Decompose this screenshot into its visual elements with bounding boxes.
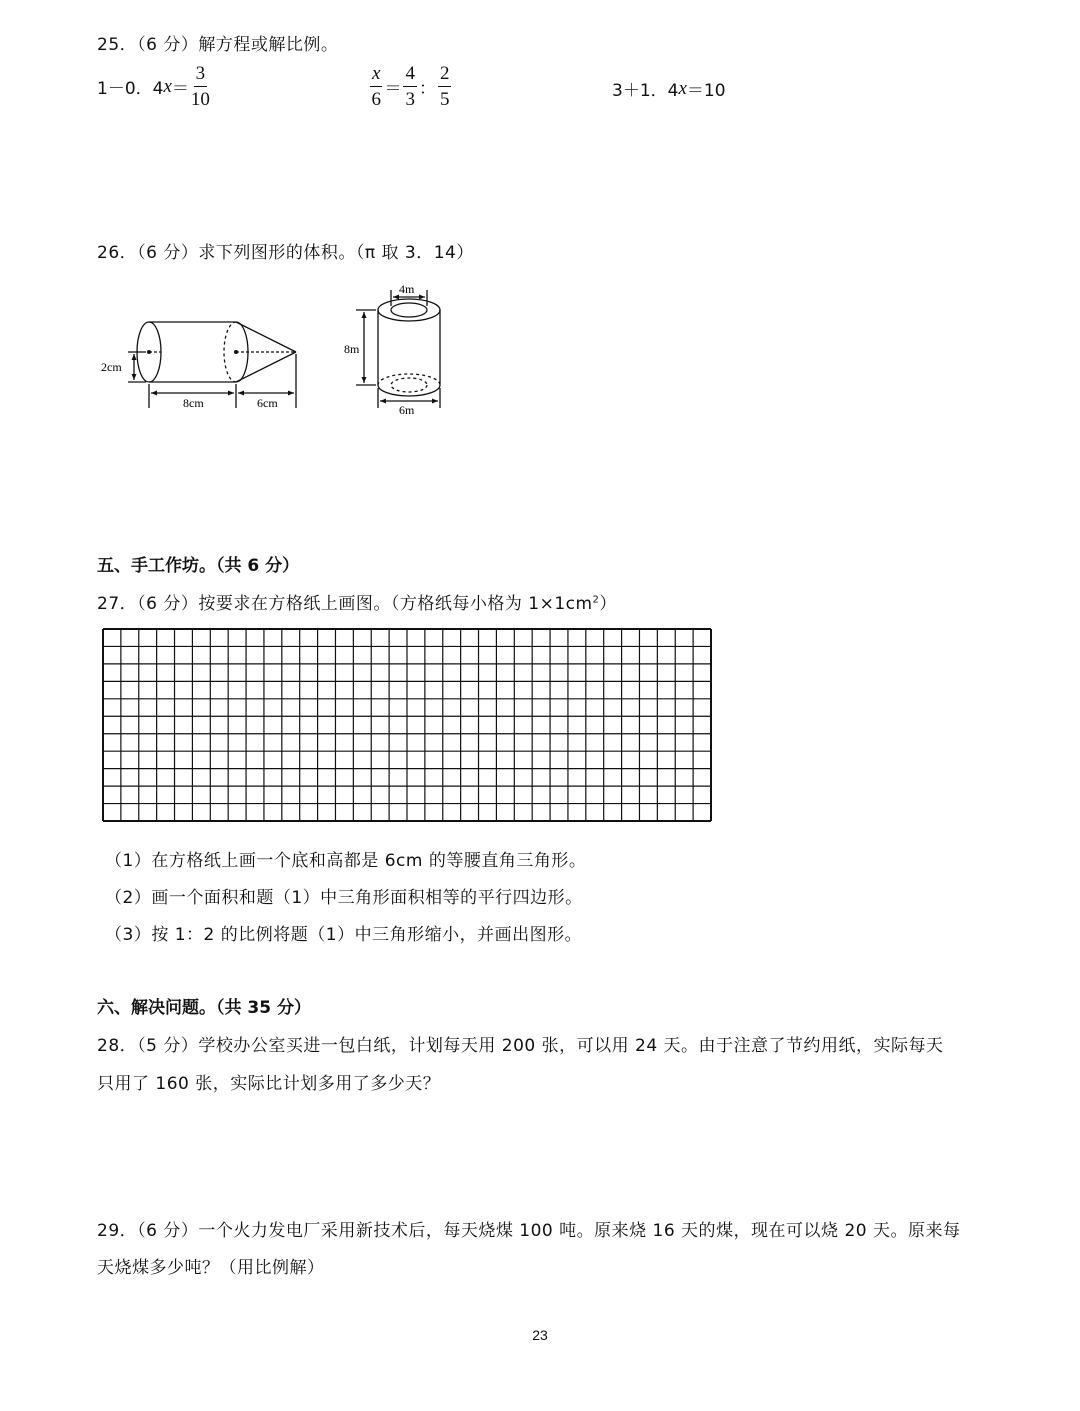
inner-diameter-label: 4m [399, 282, 415, 296]
eq2-den3: 5 [439, 89, 450, 110]
arrow [238, 391, 244, 396]
inner-top-ellipse [391, 303, 427, 317]
page-number: 23 [532, 1327, 548, 1343]
arrow [288, 391, 294, 396]
outer-bottom-front [378, 385, 440, 396]
outer-top-ellipse [378, 299, 440, 321]
square-grid-paper[interactable] [100, 626, 715, 826]
q27-title-end: ） [599, 594, 617, 614]
eq2-num3: 2 [438, 64, 452, 87]
q27-title-text: 27．（6 分）按要求在方格纸上画图。（方格纸每小格为 1×1cm [97, 594, 593, 614]
eq3-rhs: ＝10 [686, 81, 726, 101]
arrow [132, 354, 137, 360]
arrow [151, 391, 157, 396]
cone-length-label: 6cm [257, 396, 278, 410]
q25-title: 25．（6 分）解方程或解比例。 [97, 35, 339, 55]
eq2-colon: ： [418, 79, 436, 99]
q25-equation-3 [612, 76, 726, 101]
q26-title: 26．（6 分）求下列图形的体积。（π 取 3．14） [97, 243, 474, 263]
inner-bottom-ellipse [391, 378, 427, 392]
right-center-dot [234, 350, 238, 354]
arrow [362, 377, 367, 383]
cylinder-length-label: 8cm [183, 396, 204, 410]
arrow [432, 399, 438, 404]
q27-item-2: （2）画一个面积和题（1）中三角形面积相等的平行四边形。 [105, 888, 583, 908]
eq1-fraction [191, 64, 210, 109]
eq2-var: x [370, 64, 382, 87]
q28-line-2: 只用了 160 张，实际比计划多用了多少天？ [97, 1074, 441, 1094]
arrow [419, 295, 425, 300]
q27-item-1: （1）在方格纸上画一个底和高都是 6cm 的等腰直角三角形。 [105, 851, 587, 871]
hollow-cylinder-figure [340, 280, 450, 420]
eq1-denominator: 10 [190, 89, 210, 110]
eq2-den1: 6 [371, 89, 381, 110]
q25-equation-1 [97, 64, 212, 109]
radius-label: 2cm [101, 360, 122, 374]
outer-bottom-back [378, 374, 440, 385]
eq2-eqsign: ＝ [384, 79, 402, 99]
eq1-numerator: 3 [194, 64, 208, 87]
q29-line-1: 29．（6 分）一个火力发电厂采用新技术后，每天烧煤 100 吨。原来烧 16 天的煤，现在可以烧 20 天。原来每 [97, 1221, 961, 1241]
arrow [228, 391, 234, 396]
cone-bottom-edge [236, 352, 296, 382]
section-5-title: 五、手工作坊。（共 6 分） [97, 556, 300, 576]
eq2-fraction-2 [403, 64, 417, 109]
eq3-var: x [678, 77, 687, 99]
arrow [132, 374, 137, 380]
q27-title [97, 589, 617, 614]
q27-title-sup: 2 [592, 594, 600, 606]
eq2-fraction-1 [370, 64, 382, 109]
outer-diameter-label: 6m [399, 403, 415, 417]
arrow [380, 399, 386, 404]
arrow [362, 312, 367, 318]
eq2-fraction-3 [438, 64, 452, 109]
section-6-title: 六、解决问题。（共 35 分） [97, 998, 311, 1018]
cylinder-cone-figure [95, 308, 310, 413]
eq1-var: x [163, 75, 172, 97]
left-center-dot [147, 350, 151, 354]
eq1-lhs: 1－0．4 [97, 79, 164, 99]
eq3-lhs: 3＋1．4 [612, 81, 679, 101]
q29-line-2: 天烧煤多少吨？（用比例解） [97, 1258, 325, 1278]
q25-equation-2 [368, 64, 453, 109]
q27-item-3: （3）按 1：2 的比例将题（1）中三角形缩小，并画出图形。 [105, 925, 583, 945]
q28-line-1: 28．（5 分）学校办公室买进一包白纸，计划每天用 200 张，可以用 24 天。由于注意了节约用纸，实际每天 [97, 1036, 944, 1056]
eq2-num2: 4 [403, 64, 417, 87]
height-label: 8m [344, 342, 360, 356]
eq2-den2: 3 [405, 89, 415, 110]
eq1-eqsign: ＝ [171, 79, 189, 99]
cone-top-edge [236, 322, 296, 352]
